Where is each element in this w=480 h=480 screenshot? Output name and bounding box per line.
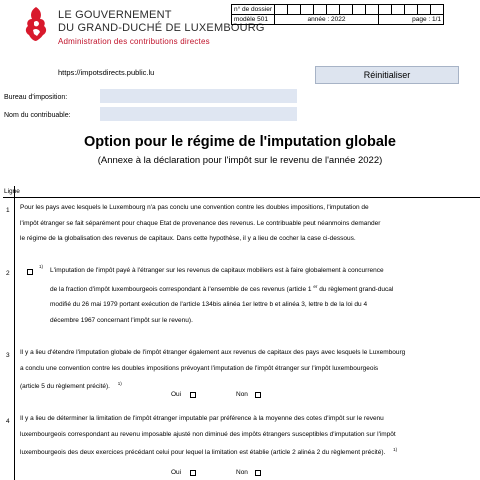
dossier-digit-cell[interactable] [288, 5, 301, 15]
text-fragment: du règlement grand-ducal [319, 285, 394, 293]
dossier-digit-cell[interactable] [431, 5, 444, 15]
text-line-with-superscript [50, 279, 393, 298]
text-fragment: luxembourgeois des deux exercices précédant celui pour lequel la limitation est établie (article 2 alinéa 2 du règlement précité). [20, 449, 386, 457]
dossier-digit-cell[interactable] [392, 5, 405, 15]
website-url: https://impotsdirects.public.lu [58, 68, 155, 77]
item-3-non-checkbox[interactable] [255, 392, 261, 398]
dossier-digit-cell[interactable] [314, 5, 327, 15]
luxembourg-lion-logo-icon [22, 6, 50, 42]
dossier-digit-cell[interactable] [327, 5, 340, 15]
global-imputation-checkbox[interactable] [27, 269, 33, 275]
text-line: luxembourgeois correspondant au revenu imposable ajusté non diminué des impôts étrangers susceptibles d'imputation sur l'impôt [20, 430, 396, 438]
footnote-marker: 1) [117, 381, 122, 386]
header-divider [3, 197, 480, 198]
form-title: Option pour le régime de l'imputation globale [84, 134, 396, 150]
dossier-digit-cell[interactable] [379, 5, 392, 15]
item-4-oui-checkbox[interactable] [190, 470, 196, 476]
org-name-line1: LE GOUVERNEMENT [58, 9, 172, 21]
dossier-digit-cell[interactable] [301, 5, 314, 15]
text-line: Pour les pays avec lesquels le Luxembourg n'a pas conclu une convention contre les doubles impositions, l'imputation de [20, 204, 369, 211]
dossier-digit-cell[interactable] [275, 5, 288, 15]
item-3-text [20, 345, 405, 395]
item-3-oui-checkbox[interactable] [190, 392, 196, 398]
dossier-digit-cell[interactable] [353, 5, 366, 15]
text-line: modifié du 26 mai 1979 portant exécution de l'article 134bis alinéa 1er lettre b et alinéa 3, lettre b de la loi du 4 [50, 301, 368, 309]
text-line: L'imputation de l'impôt payé à l'étranger sur les revenus de capitaux mobiliers est à faire globalement à concurrence [50, 267, 384, 274]
text-line: Il y a lieu d'étendre l'imputation globale de l'impôt étranger également aux revenus de capitaux des pays avec lesquels le Luxembourg [20, 349, 406, 356]
superscript-er: er [313, 283, 318, 289]
text-line: Il y a lieu de déterminer la limitation de l'impôt étranger imputable par préférence à la moyenne des cotes d'impôt sur le revenu [20, 415, 384, 422]
dossier-number-label: n° de dossier [232, 5, 275, 15]
model-number: modèle 501 [232, 15, 275, 25]
bureau-label: Bureau d'imposition: [4, 94, 68, 101]
org-administration-name: Administration des contributions directes [58, 37, 210, 46]
ligne-column-divider [14, 186, 15, 480]
dossier-digit-cell[interactable] [418, 5, 431, 15]
line-number: 3 [6, 352, 10, 359]
line-number: 2 [6, 270, 10, 277]
non-label: Non [236, 469, 248, 476]
item-4-text [20, 411, 397, 461]
org-name-line2: DU GRAND-DUCHÉ DE LUXEMBOURG [58, 22, 265, 34]
dossier-digit-cell[interactable] [405, 5, 418, 15]
item-1-text [20, 200, 380, 247]
form-subtitle: (Annexe à la déclaration pour l'impôt sur le revenu de l'année 2022) [97, 155, 383, 166]
text-fragment: (article 5 du règlement précité). [20, 383, 110, 391]
item-4-non-checkbox[interactable] [255, 470, 261, 476]
dossier-digit-cell[interactable] [340, 5, 353, 15]
footnote-marker: 1) [39, 264, 44, 269]
text-fragment: de la fraction d'impôt luxembourgeois correspondant à l'ensemble de ces revenus (article 1 [50, 285, 312, 293]
page-indicator: page : 1/1 [379, 15, 444, 25]
dossier-digit-cell[interactable] [366, 5, 379, 15]
text-line: l'impôt étranger se fait séparément pour chaque Etat de provenance des revenus. Le contribuable peut néanmoins demander [20, 219, 381, 227]
line-number: 4 [6, 418, 10, 425]
ligne-column-header: Ligne [4, 188, 20, 195]
text-line: décembre 1967 concernant l'impôt sur le revenu). [50, 316, 193, 324]
line-number: 1 [6, 207, 10, 214]
text-line-with-footnote [20, 442, 397, 461]
text-line-with-footnote [20, 376, 405, 395]
contribuable-label: Nom du contribuable: [4, 112, 71, 119]
contribuable-input[interactable] [100, 107, 297, 121]
text-line: a conclu une convention contre les doubles impositions prévoyant l'imputation de l'impôt étranger sur l'impôt luxembourgeois [20, 364, 379, 372]
dossier-info-table [231, 4, 444, 25]
oui-label: Oui [171, 469, 182, 476]
non-label: Non [236, 391, 248, 398]
footnote-marker: 1) [393, 447, 398, 452]
text-line: le régime de la globalisation des revenus de capitaux. Dans cette hypothèse, il y a lieu de cocher la case ci-dessous. [20, 235, 356, 242]
oui-label: Oui [171, 391, 182, 398]
reset-button[interactable]: Réinitialiser [315, 66, 459, 84]
bureau-input[interactable] [100, 89, 297, 103]
item-2-text [50, 263, 393, 328]
tax-year: année : 2022 [275, 15, 379, 25]
